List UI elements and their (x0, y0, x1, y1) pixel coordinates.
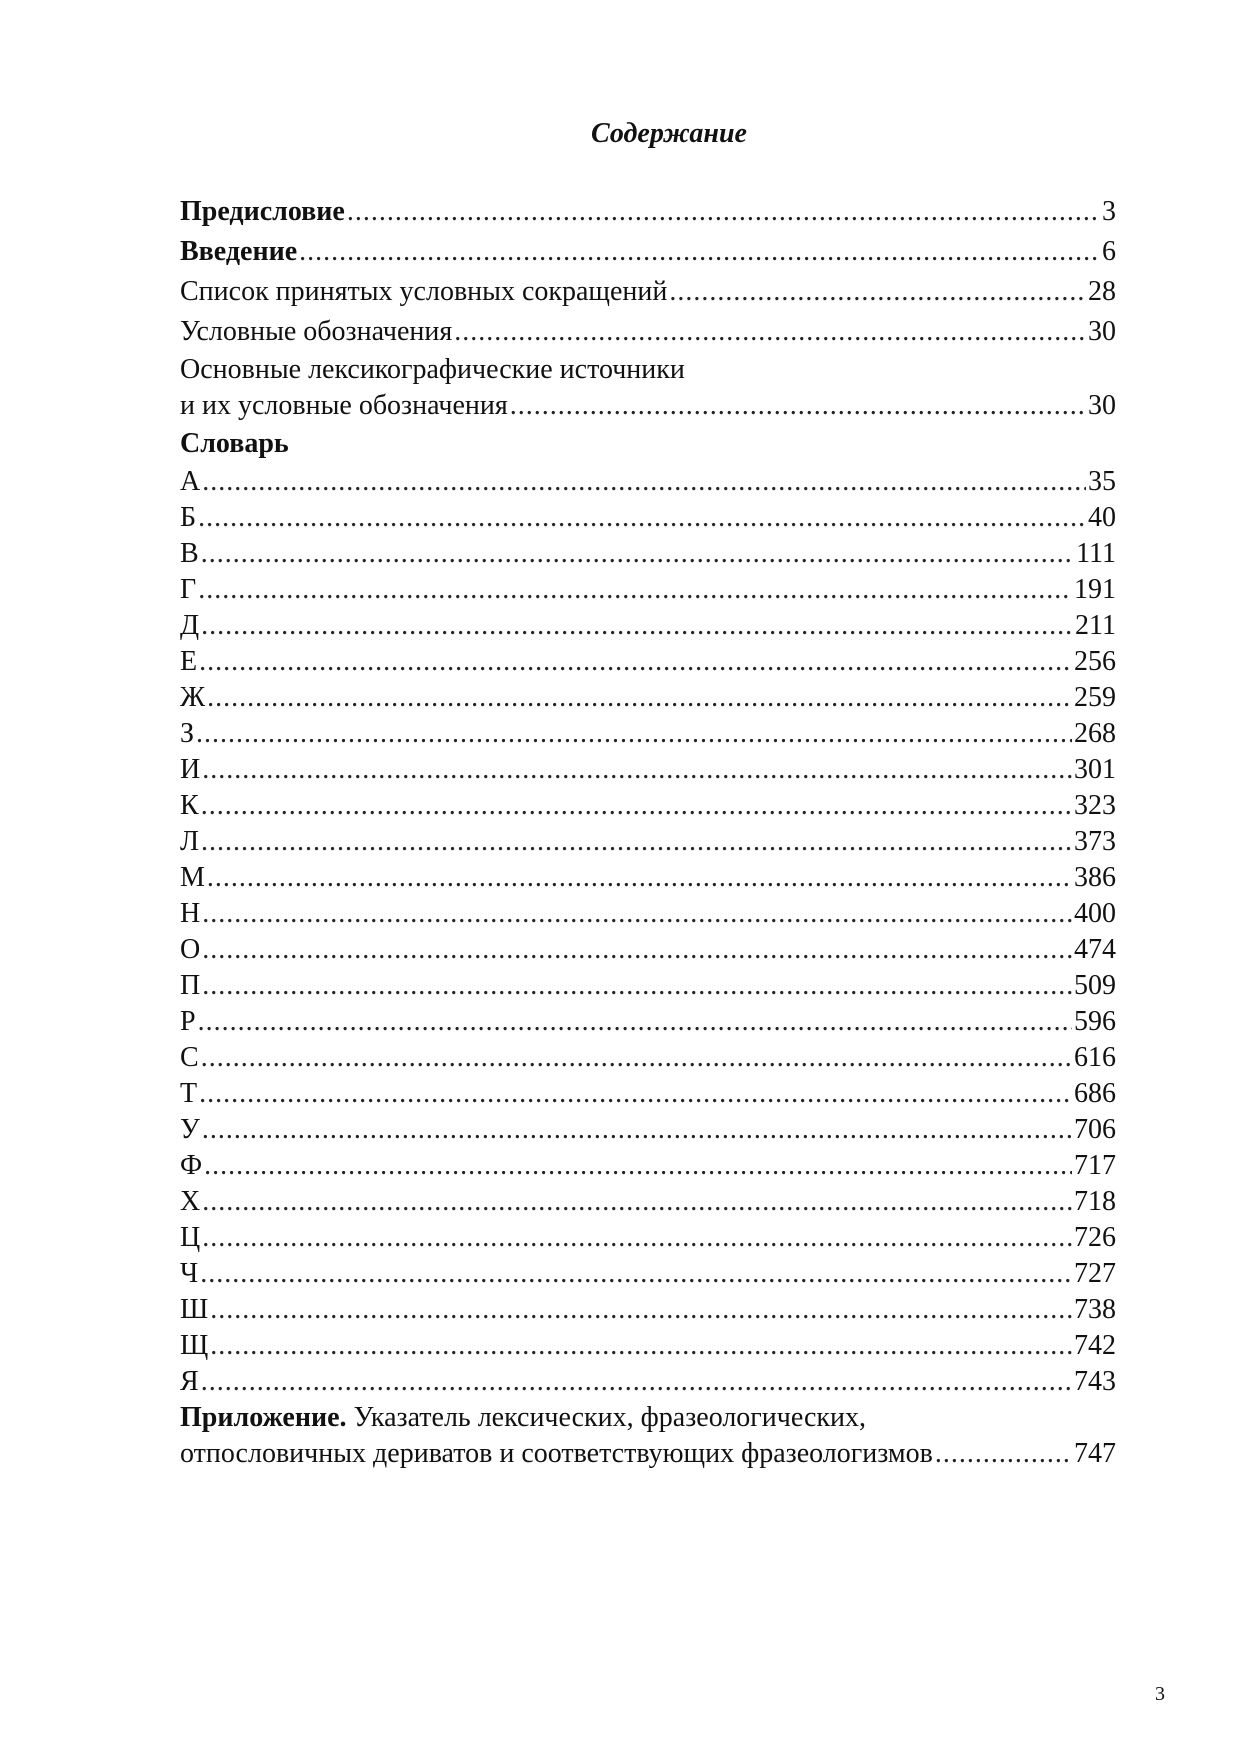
dot-leader (201, 1040, 1072, 1076)
toc-entry-label: П (180, 970, 201, 1001)
toc-entry-label: К (180, 790, 199, 821)
toc-entry-label: Р (180, 1006, 196, 1037)
toc-entry-letter[interactable] (180, 1040, 1116, 1076)
toc-entry-letter[interactable] (180, 896, 1116, 932)
dot-leader (299, 232, 1100, 272)
dot-leader (202, 752, 1072, 788)
dot-leader (201, 824, 1072, 860)
toc-entry-label: Указатель лексических, фразеологических, (346, 1402, 866, 1433)
toc-entry-label: Введение (180, 236, 298, 267)
toc-entry-label: Условные обозначения (180, 316, 453, 347)
toc-entry-label: Л (180, 826, 199, 857)
letter-list (180, 464, 1116, 1400)
toc-entry-letter[interactable] (180, 500, 1116, 536)
toc-page-number: 718 (1074, 1186, 1116, 1217)
toc-entry-label: О (180, 934, 201, 965)
toc-page-number: 686 (1074, 1078, 1116, 1109)
toc-entry-introduction[interactable] (180, 232, 1116, 272)
toc-page-number: 30 (1088, 316, 1116, 347)
toc-page-number: 323 (1074, 790, 1116, 821)
toc-page-number: 743 (1074, 1366, 1116, 1397)
toc-page-number: 727 (1074, 1258, 1116, 1289)
toc-page-number: 747 (1074, 1438, 1116, 1469)
dot-leader (199, 644, 1072, 680)
toc-page-number: 191 (1074, 574, 1116, 605)
toc-entry-letter[interactable] (180, 464, 1116, 500)
toc-entry-letter[interactable] (180, 1364, 1116, 1400)
dot-leader (202, 932, 1072, 968)
toc-page-number: 30 (1088, 390, 1116, 421)
toc-entry-letter[interactable] (180, 536, 1116, 572)
dot-leader (935, 1436, 1072, 1472)
toc-entry-letter[interactable] (180, 680, 1116, 716)
toc-entry-label: Е (180, 646, 198, 677)
toc-entry-letter[interactable] (180, 788, 1116, 824)
toc-entry-label: З (180, 718, 195, 749)
toc-entry-label: Х (180, 1186, 201, 1217)
toc-page-number: 268 (1074, 718, 1116, 749)
toc-page-number: 706 (1074, 1114, 1116, 1145)
toc-entry-label: Т (180, 1078, 198, 1109)
toc-entry-label: Ш (180, 1294, 209, 1325)
toc-entry-label: Щ (180, 1330, 209, 1361)
toc-entry-sources[interactable] (180, 352, 1116, 424)
toc-entry-letter[interactable] (180, 1220, 1116, 1256)
toc-page-number: 211 (1075, 610, 1116, 641)
toc-page-number: 726 (1074, 1222, 1116, 1253)
toc-entry-label: И (180, 754, 201, 785)
toc-entry-label: У (180, 1114, 200, 1145)
toc-page-number: 717 (1074, 1150, 1116, 1181)
toc-page-number: 738 (1074, 1294, 1116, 1325)
toc-entry-letter[interactable] (180, 752, 1116, 788)
toc-page-number: 256 (1074, 646, 1116, 677)
dot-leader (201, 608, 1073, 644)
toc-entry-label: А (180, 466, 201, 497)
toc-page-number: 742 (1074, 1330, 1116, 1361)
toc-page-number: 386 (1074, 862, 1116, 893)
toc-entry-letter[interactable] (180, 608, 1116, 644)
toc-entry-letter[interactable] (180, 644, 1116, 680)
page-title: Содержание (591, 118, 747, 149)
toc-page-number: 28 (1088, 276, 1116, 307)
page-number: 3 (1155, 1683, 1165, 1705)
toc-page-number: 301 (1074, 754, 1116, 785)
toc-page-number: 3 (1102, 196, 1116, 227)
dot-leader (198, 572, 1072, 608)
toc-entry-label: Ц (180, 1222, 201, 1253)
toc-page-number: 373 (1074, 826, 1116, 857)
dot-leader (204, 1148, 1072, 1184)
dot-leader (196, 716, 1072, 752)
toc-entry-letter[interactable] (180, 860, 1116, 896)
toc-entry-label: М (180, 862, 205, 893)
toc-page-number: 40 (1088, 502, 1116, 533)
toc-entry-letter[interactable] (180, 824, 1116, 860)
toc-entry-appendix[interactable] (180, 1400, 1116, 1472)
dot-leader (202, 1112, 1072, 1148)
dot-leader (454, 312, 1086, 352)
toc-entry-letter[interactable] (180, 1148, 1116, 1184)
toc-page-number: 400 (1074, 898, 1116, 929)
toc-page-number: 474 (1074, 934, 1116, 965)
dot-leader (210, 1328, 1072, 1364)
toc-page-number: 35 (1088, 466, 1116, 497)
toc-entry-label-continued: отпословичных дериватов и соответствующих фразеологизмов (180, 1438, 933, 1469)
toc-page-number: 6 (1102, 236, 1116, 267)
dot-leader (202, 968, 1072, 1004)
table-of-contents (180, 192, 1116, 1472)
appendix-label: Приложение. (180, 1402, 347, 1433)
toc-entry-letter[interactable] (180, 932, 1116, 968)
toc-entry-label: С (180, 1042, 199, 1073)
dot-leader (207, 680, 1072, 716)
toc-entry-letter[interactable] (180, 1292, 1116, 1328)
toc-entry-label: Я (180, 1366, 199, 1397)
toc-entry-letter[interactable] (180, 1256, 1116, 1292)
toc-entry-label: Основные лексикографические источники (180, 354, 685, 385)
dot-leader (207, 860, 1072, 896)
toc-entry-label: Н (180, 898, 201, 929)
toc-entry-label: Б (180, 502, 197, 533)
toc-entry-label: Ч (180, 1258, 199, 1289)
toc-entry-abbreviations[interactable] (180, 272, 1116, 312)
toc-page-number: 259 (1074, 682, 1116, 713)
toc-entry-label: Ж (180, 682, 206, 713)
dot-leader (202, 896, 1072, 932)
dot-leader (669, 272, 1086, 312)
toc-entry-label-continued: и их условные обозначения (180, 390, 508, 421)
toc-page-number: 509 (1074, 970, 1116, 1001)
toc-page-number: 596 (1074, 1006, 1116, 1037)
toc-entry-letter[interactable] (180, 1076, 1116, 1112)
toc-entry-letter[interactable] (180, 1004, 1116, 1040)
toc-entry-label: Список принятых условных сокращений (180, 276, 668, 307)
dot-leader (202, 1184, 1072, 1220)
dot-leader (199, 1076, 1072, 1112)
toc-entry-letter[interactable] (180, 968, 1116, 1004)
toc-entry-letter[interactable] (180, 716, 1116, 752)
toc-entry-label: Д (180, 610, 200, 641)
dot-leader (347, 192, 1100, 232)
toc-entry-label: Г (180, 574, 197, 605)
dot-leader (202, 464, 1086, 500)
toc-entry-preface[interactable] (180, 192, 1116, 232)
dot-leader (202, 1220, 1072, 1256)
dot-leader (198, 500, 1086, 536)
dot-leader (210, 1292, 1072, 1328)
toc-entry-label: Предисловие (180, 196, 345, 227)
dot-leader (201, 536, 1074, 572)
toc-entry-symbols[interactable] (180, 312, 1116, 352)
section-heading-dictionary: Словарь (180, 428, 289, 459)
toc-entry-label: В (180, 538, 199, 569)
toc-entry-letter[interactable] (180, 1328, 1116, 1364)
toc-entry-label: Ф (180, 1150, 203, 1181)
dot-leader (201, 1364, 1072, 1400)
dot-leader (510, 388, 1086, 424)
toc-entry-letter[interactable] (180, 572, 1116, 608)
dot-leader (200, 1256, 1072, 1292)
toc-page-number: 111 (1076, 538, 1116, 569)
dot-leader (198, 1004, 1072, 1040)
toc-page-number: 616 (1074, 1042, 1116, 1073)
toc-entry-letter[interactable] (180, 1184, 1116, 1220)
dot-leader (201, 788, 1072, 824)
toc-entry-letter[interactable] (180, 1112, 1116, 1148)
